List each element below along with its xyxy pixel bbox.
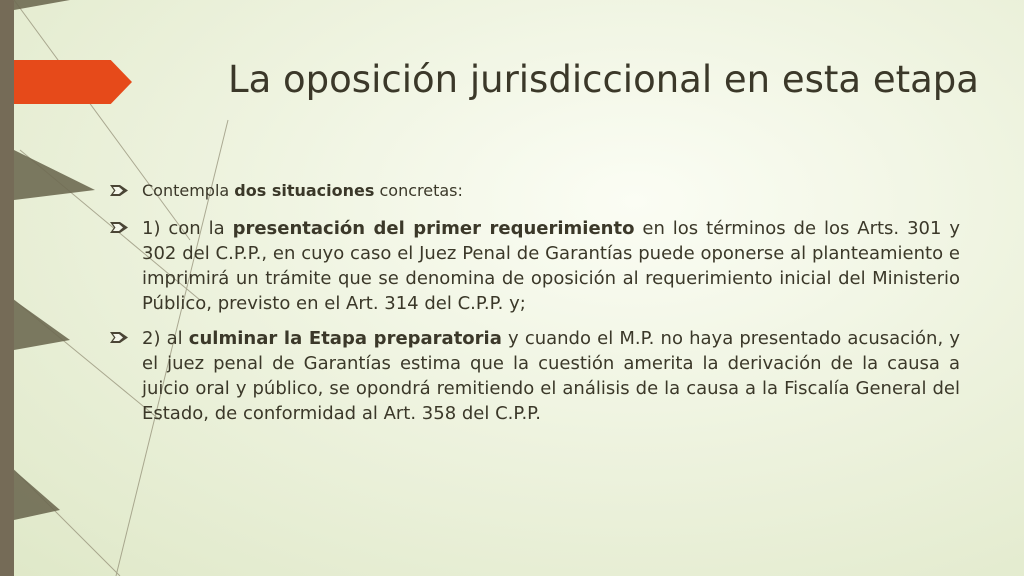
bullet-text-1-part-2: dos situaciones	[234, 181, 375, 200]
arrow-bullet-icon	[110, 332, 128, 343]
arrow-bullet-icon	[110, 222, 128, 233]
bullet-item-2	[110, 216, 960, 316]
bullet-item-1	[110, 180, 960, 202]
left-side-bar	[0, 0, 14, 576]
slide-title: La oposición jurisdiccional en esta etapa	[228, 58, 979, 101]
bullet-text-1-part-3: concretas:	[374, 181, 463, 200]
bullet-text-2-part-2: presentación del primer requerimiento	[232, 218, 635, 239]
decor-line-5	[14, 470, 120, 576]
decor-arrow-3	[14, 300, 70, 350]
decor-arrow-2	[14, 150, 95, 200]
bullet-text-3-part-1: 2) al	[142, 328, 189, 349]
bullet-text-2-part-3: en los términos de los Arts. 301 y 302 del C.P.P., en cuyo caso el Juez Penal de Garantías puede oponerse al planteamiento e imprimirá un trámite que se denomina de oposición al requerimiento inicial del Ministerio Público, previsto en el Art. 314 del C.P.P. y;	[142, 218, 960, 314]
arrow-bullet-icon	[110, 185, 128, 196]
bullet-list	[110, 180, 960, 436]
decor-arrow-1	[14, 0, 70, 10]
bullet-item-3	[110, 326, 960, 426]
bullet-text-1-part-1: Contempla	[142, 181, 235, 200]
bullet-text-2-part-1: 1) con la	[142, 218, 233, 239]
bullet-text-3-part-2: culminar la Etapa preparatoria	[188, 328, 502, 349]
bullet-text-3-part-3: y cuando el M.P. no haya presentado acusación, y el juez penal de Garantías estima que la cuestión amerita la derivación de la causa a juicio oral y público, se opondrá remitiendo el análisis de la causa a la Fiscalía General del Estado, de conformidad al Art. 358 del C.P.P.	[142, 328, 960, 424]
decor-arrow-4	[14, 470, 60, 520]
title-accent-arrow	[14, 60, 132, 104]
